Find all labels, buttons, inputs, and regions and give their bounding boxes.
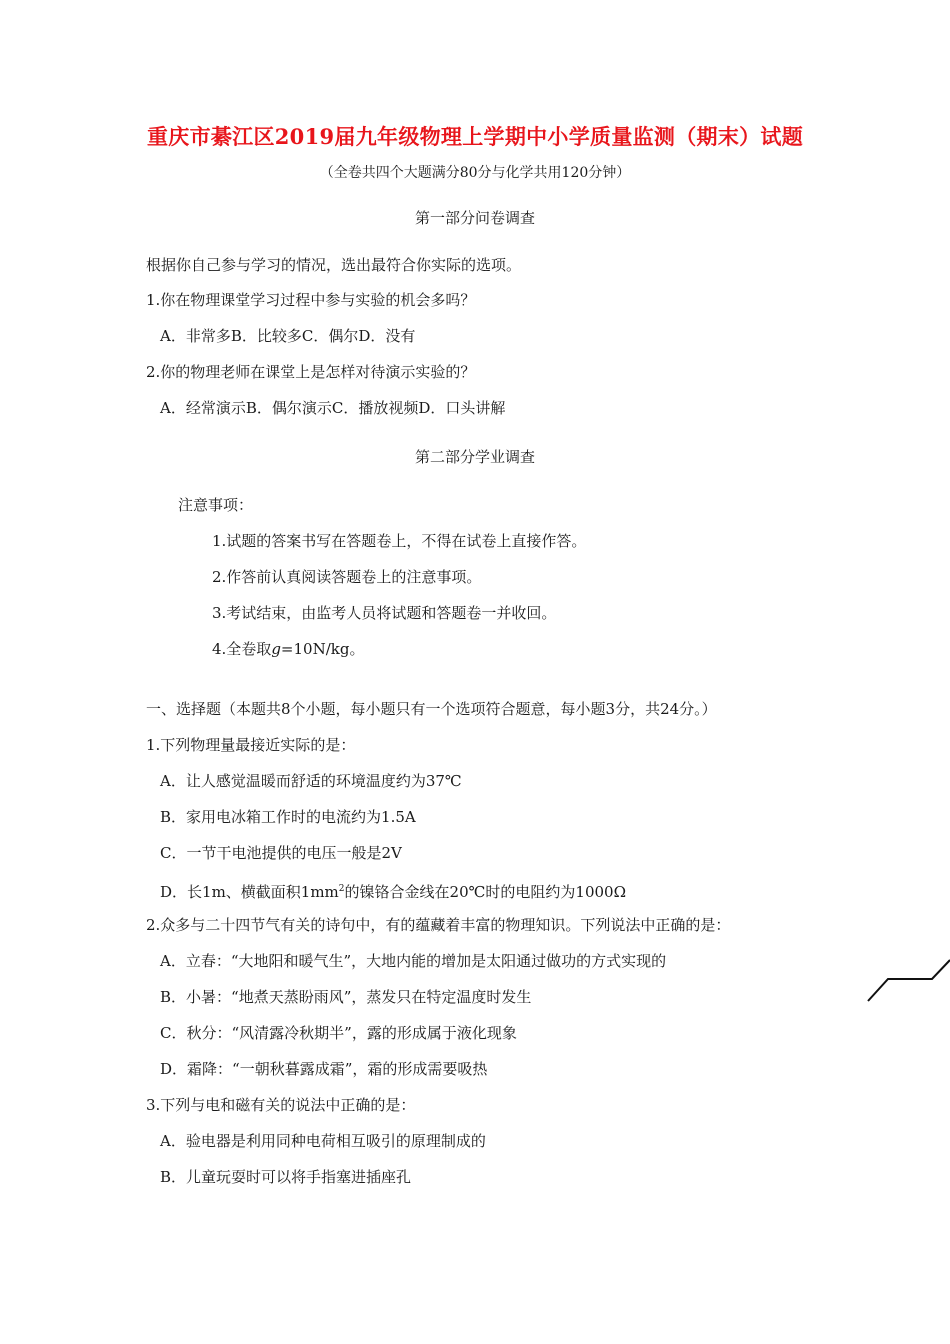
survey-question-2: 2.你的物理老师在课堂上是怎样对待演示实验的？: [146, 363, 476, 381]
notice-item-1: 1.试题的答案书写在答题卷上，不得在试卷上直接作答。: [212, 532, 587, 550]
question-3-option-a: A．验电器是利用同种电荷相互吸引的原理制成的: [160, 1132, 486, 1150]
question-1-option-d-suffix: 的镍铬合金线在20℃时的电阻约为1000Ω: [344, 883, 627, 901]
question-3-stem: 3.下列与电和磁有关的说法中正确的是：: [146, 1096, 416, 1114]
notice-title: 注意事项：: [178, 496, 254, 514]
survey-question-1: 1.你在物理课堂学习过程中参与实验的机会多吗？: [146, 291, 476, 309]
notice-item-4: [212, 639, 364, 659]
question-3-option-b: B．儿童玩耍时可以将手指塞进插座孔: [160, 1168, 412, 1186]
question-2-option-b: B．小暑：“地煮天蒸盼雨风”，蒸发只在特定温度时发生: [160, 988, 532, 1006]
question-1-option-d-prefix: D．长1m、横截面积1mm: [160, 883, 339, 901]
question-1-option-a: A．让人感觉温暖而舒适的环境温度约为37℃: [160, 772, 462, 790]
survey-question-2-options: A．经常演示B．偶尔演示C．播放视频D．口头讲解: [160, 399, 506, 417]
section1-heading: 一、选择题（本题共8个小题，每小题只有一个选项符合题意，每小题3分，共24分。）: [146, 700, 717, 718]
square-superscript: 2: [338, 884, 345, 894]
question-1-option-d: [160, 879, 626, 902]
gravity-symbol: g: [271, 640, 281, 658]
document-subtitle: （全卷共四个大题满分80分与化学共用120分钟）: [319, 165, 631, 181]
part2-heading: 第二部分学业调查: [414, 448, 535, 466]
question-1-option-b: B．家用电冰箱工作时的电流约为1.5A: [160, 808, 416, 826]
question-2-option-c: C．秋分：“风清露冷秋期半”，露的形成属于液化现象: [160, 1024, 517, 1042]
part1-heading: 第一部分问卷调查: [414, 209, 535, 227]
question-2-option-d: D．霜降：“一朝秋暮露成霜”，霜的形成需要吸热: [160, 1060, 488, 1078]
question-1-stem: 1.下列物理量最接近实际的是：: [146, 736, 356, 754]
survey-question-1-options: A．非常多B．比较多C．偶尔D．没有: [160, 327, 416, 345]
notice-item-2: 2.作答前认真阅读答题卷上的注意事项。: [212, 568, 482, 586]
notice-item-4-prefix: 4.全卷取: [212, 640, 272, 658]
decorative-zigzag-line: [860, 948, 950, 1008]
document-title: 重庆市綦江区2019届九年级物理上学期中小学质量监测（期末）试题: [146, 124, 804, 149]
question-2-option-a: A．立春：“大地阳和暖气生”，大地内能的增加是太阳通过做功的方式实现的: [160, 952, 667, 970]
question-1-option-c: C．一节干电池提供的电压一般是2V: [160, 844, 402, 862]
notice-item-4-suffix: =10N/kg。: [280, 640, 365, 658]
notice-item-3: 3.考试结束，由监考人员将试题和答题卷一并收回。: [212, 604, 557, 622]
question-2-stem: 2.众多与二十四节气有关的诗句中，有的蕴藏着丰富的物理知识。下列说法中正确的是：: [146, 916, 731, 934]
part1-intro: 根据你自己参与学习的情况，选出最符合你实际的选项。: [146, 256, 522, 274]
